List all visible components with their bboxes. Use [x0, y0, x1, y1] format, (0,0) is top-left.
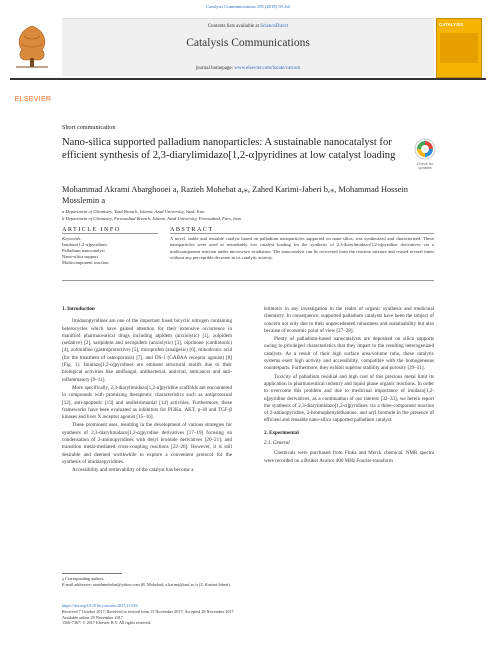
- journal-citation-line[interactable]: Catalysis Communications 105 (2018) 59–64: [206, 4, 290, 9]
- article-footer: [62, 603, 362, 626]
- keyword-item: Imidazo[1,2-α]pyridines: [62, 242, 107, 247]
- introduction-heading: 1. Introduction: [62, 306, 95, 312]
- abstract-heading: ABSTRACT: [170, 226, 214, 233]
- footnotes: [62, 573, 312, 587]
- abstract-rule: [170, 233, 434, 234]
- journal-cover-band: [440, 33, 478, 63]
- article-history: Received 7 October 2017; Received in revised form 15 November 2017; Accepted 28 November 2017: [62, 608, 234, 614]
- article-info-rule: [62, 233, 158, 234]
- journal-cover-title: CATALYSIS: [439, 22, 464, 27]
- keyword-item: Nano-silica support: [62, 254, 99, 259]
- experimental-heading: 2. Experimental: [264, 429, 299, 436]
- abstract-bottom-rule: [62, 280, 434, 281]
- publisher-name: ELSEVIER: [14, 96, 52, 103]
- keyword-item: Palladium nanocatalyst: [62, 248, 105, 253]
- body-paragraph: Accessibility and retrievability of the catalyst has become a: [72, 467, 194, 474]
- body-paragraph: These prominent uses, resulting in the development of various strategies for synthesis of 2,3-diarylimidazo[1,2-α]pyridine derivatives [17–19] focusing on condensation of 2-aminopyridines with desyl bromide derivatives [20–21]; and transition metal-mediated cross-coupling reactions [22–26]. However, it is still desirable and deemed worthwhile to explore a convenient protocol for the synthesis of imidazopyridines.: [62, 422, 232, 465]
- header-divider: [10, 78, 486, 80]
- affiliation-a: a Department of Chemistry, Yazd Branch, Islamic Azad University, Yazd, Iran: [62, 209, 205, 214]
- article-title: Nano-silica supported palladium nanoparticles: A sustainable nanocatalyst for efficient synthesis of 2,3-diarylimidazo[1,2-α]pyridines at low catalyst loading: [62, 137, 396, 161]
- footnote-rule: [62, 573, 122, 574]
- article-type: Short communication: [62, 124, 116, 131]
- contents-prefix: Contents lists available at: [207, 24, 261, 29]
- keywords-label: Keywords:: [62, 236, 82, 241]
- elsevier-tree-logo-icon: [10, 20, 54, 70]
- abstract-text: A novel, stable and reusable catalyst based on palladium nanoparticles supported on nano-silica, was synthesized and characterized. These nanoparticles were used at remarkably low catalyst loading for the synthesis of 2,3-diarylimidazo[1,2-α]pyridine derivatives via a multicomponent reaction under microwave irradiation. The nanocatalyst can be recovered from the reaction mixture and reused several times without any perceptible decrease in its catalytic activity.: [170, 236, 434, 261]
- body-paragraph: Plenty of palladium-based nanocatalysts are deposited on silica supports owing to privileged characteristics that they impart to the resulting heterogenized catalysts. As a result of their high surface area/volume ratio, these catalytic systems exert high activity and accessibility, compatible with the homogeneous counterparts. Furthermore, they exhibit superior stability and porosity [29–31].: [264, 336, 434, 372]
- body-paragraph: Toxicity of palladium residual and high cost of this precious metal limit its application in pharmaceutical industry and liquid phase organic reactions. In order to overcome this problem and due to medicinal importance of imidazo[1,2-α]pyridine derivatives, as a continuation of our interest [32–33], we herein report the synthesis of 2,3-diarylimidazo[1,2-α]pyridines via a three-component reaction of 2-aminopyridine, 2-bromophenylethanone, and aryl bromide in the presence of efficient and reusable nano-silica supported palladium catalyst.: [264, 373, 434, 424]
- homepage-link[interactable]: www.elsevier.com/locate/catcom: [234, 66, 301, 71]
- body-paragraph: leitmotiv in any investigation in the realm of organic synthesis and medicinal chemistry. In consequence, supported palladium catalysts have been the subject of concern not only due to their unprecedented robustness and sustainability but also because of economic point of view [27–28].: [264, 306, 434, 334]
- body-paragraph: Imidazopyridines are one of the important fused bicyclic nitrogen containing heterocycles which have gained attention for their extensive occurrence in manifold pharmaceutical drugs including alpidem (anxiolytic) [1], zolpidem (sedative) [2], saripidem and necopidem (anxiolytic) [3], olprinone (cardiotonic) [4], zolimidine (gastroprotective) [5], miroprofen (analgesic) [6], minodronic acid (for the treatment of osteoporosis) [7], and DS-1 (GABAA receptor agonist) [8] (Fig. 1). Imidazo[1,2-α]pyridines are eminent structural motifs due to their biological activities like antifungal, antibacterial, antiviral, anticancer and anti-inflammatory [9–11].: [62, 318, 232, 383]
- article-info-heading: ARTICLE INFO: [62, 226, 121, 233]
- body-paragraph: More specifically, 2,3-diarylimidazo[1,2-α]pyridine scaffolds are encountered in compounds with promising therapeutic characteristics such as antiprotozoal [12], anti-apoptotic [13] and antileishmanial [14] activities. Furthermore, these frameworks have been evaluated as inhibitors for PI3Kα, AKT, p-38 and TGF-β kinases and liver X receptor agonist [15–16].: [62, 384, 232, 421]
- corresponding-authors-note: ⁎ Corresponding authors.: [62, 576, 105, 581]
- crossmark-icon[interactable]: [414, 138, 436, 160]
- journal-homepage-line: [62, 66, 434, 71]
- journal-title: Catalysis Communications: [186, 37, 310, 49]
- author-list: Mohammad Akrami Abarghooei a, Razieh Mohebat a,⁎, Zahed Karimi-Jaberi b,⁎, Mohammad Hossein Mosslemin a: [62, 185, 408, 205]
- keyword-item: Multicomponent reaction: [62, 260, 109, 265]
- copyright-line: 1566-7367/ © 2017 Elsevier B.V. All rights reserved.: [62, 620, 152, 626]
- affiliation-b: b Department of Chemistry, Firoozabad Branch, Islamic Azad University, Firoozabad, Fars, Iran: [62, 216, 241, 221]
- body-column-left: [62, 306, 232, 476]
- contents-available-line: [62, 24, 434, 29]
- available-online: Available online 29 November 2017: [62, 614, 123, 620]
- crossmark-label[interactable]: Check for updates: [416, 162, 434, 170]
- body-column-right: [264, 306, 434, 466]
- homepage-prefix: journal homepage:: [195, 66, 235, 71]
- body-paragraph: Chemicals were purchased from Fluka and Merck chemical. NMR spectra were recorded on a Brüker Avance 400 MHz Fourier-transform: [264, 450, 434, 464]
- general-subheading: 2.1. General: [264, 440, 290, 447]
- sciencedirect-link[interactable]: ScienceDirect: [260, 24, 289, 29]
- email-addresses-note[interactable]: E-mail addresses: raziehmohebat@yahoo.com (R. Mohebat), z.karimi@iauf.ac.ir (Z. Karimi-Jaberi).: [62, 581, 231, 587]
- doi-link[interactable]: https://doi.org/10.1016/j.catcom.2017.11.016: [62, 603, 138, 608]
